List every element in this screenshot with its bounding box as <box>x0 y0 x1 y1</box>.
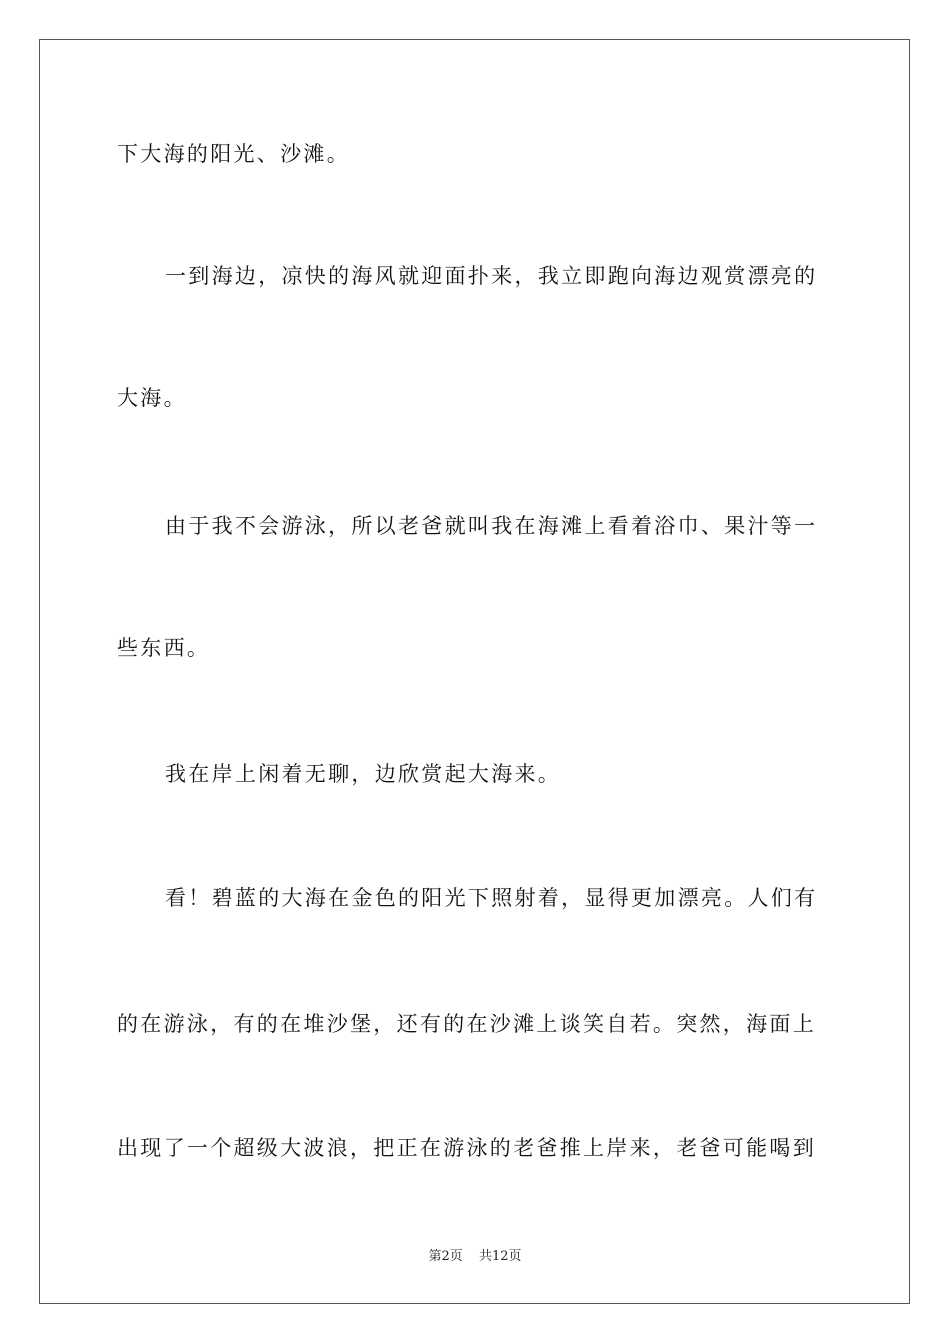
text-line-6: 我在岸上闲着无聊，边欣赏起大海来。 <box>165 762 562 786</box>
page-total: 共12页 <box>478 1249 522 1264</box>
text-line-4: 由于我不会游泳，所以老爸就叫我在海滩上看着浴巾、果汁等一 <box>165 514 818 538</box>
text-line-5: 些东西。 <box>117 636 211 660</box>
text-line-7: 看！碧蓝的大海在金色的阳光下照射着，显得更加漂亮。人们有 <box>165 886 818 910</box>
text-line-8: 的在游泳，有的在堆沙堡，还有的在沙滩上谈笑自若。突然，海面上 <box>117 1012 816 1036</box>
page-footer <box>0 1248 950 1266</box>
page-number: 第2页 <box>428 1249 463 1264</box>
text-line-1: 下大海的阳光、沙滩。 <box>117 142 350 166</box>
text-line-3: 大海。 <box>117 386 187 410</box>
text-line-2: 一到海边，凉快的海风就迎面扑来，我立即跑向海边观赏漂亮的 <box>165 264 818 288</box>
page-border <box>39 39 910 1304</box>
text-line-9: 出现了一个超级大波浪，把正在游泳的老爸推上岸来，老爸可能喝到 <box>117 1136 816 1160</box>
